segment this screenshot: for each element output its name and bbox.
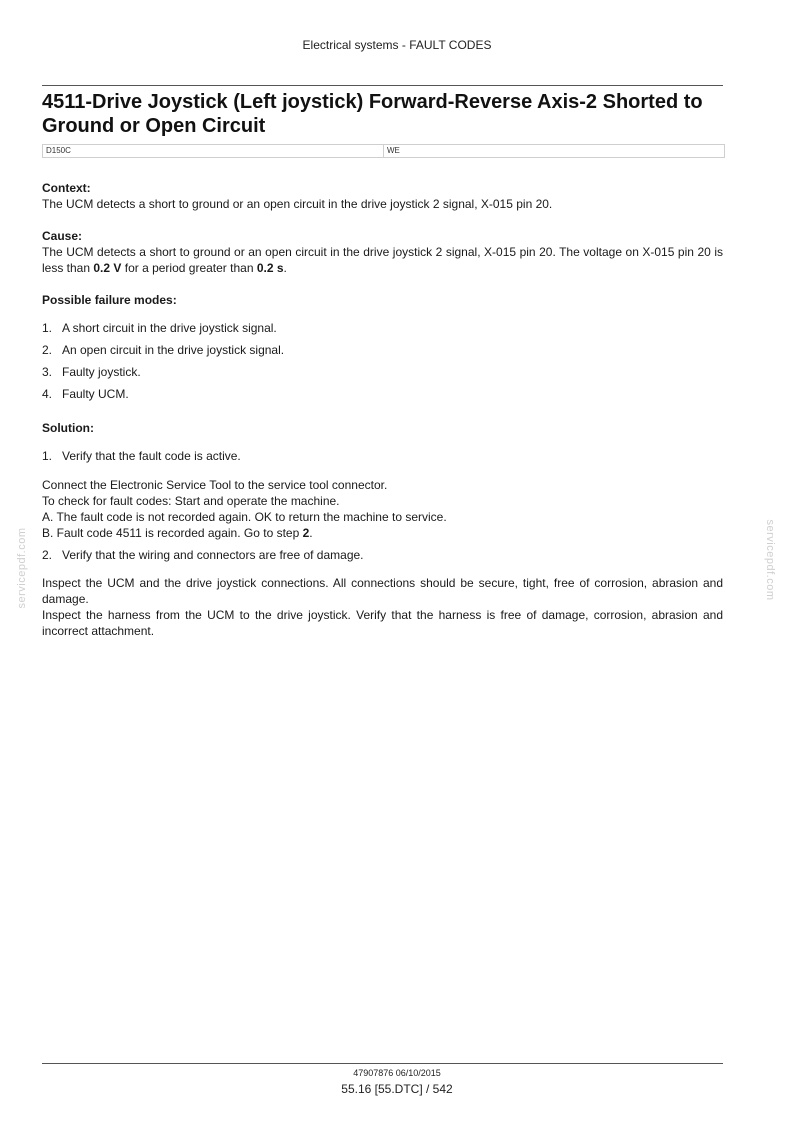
applicability-table bbox=[42, 144, 725, 158]
cause-text bbox=[42, 244, 723, 276]
solution-step-1 bbox=[42, 448, 723, 541]
step-paragraph: Inspect the harness from the UCM to the drive joystick. Verify that the harness is free of damage, corrosion, abrasion and incorrect attachment. bbox=[42, 608, 723, 638]
watermark-right: servicepdf.com bbox=[764, 519, 776, 601]
document-body bbox=[42, 180, 723, 639]
list-number: 2. bbox=[42, 343, 53, 357]
list-item bbox=[42, 386, 723, 402]
watermark-left: servicepdf.com bbox=[16, 527, 28, 609]
failure-modes-section bbox=[42, 292, 723, 402]
region-cell: WE bbox=[383, 145, 724, 157]
step-number: 1. bbox=[42, 449, 53, 463]
cause-time-value: 0.2 s bbox=[256, 261, 284, 275]
footer-rule bbox=[42, 1063, 723, 1064]
step-text: Verify that the wiring and connectors are free of damage. bbox=[62, 548, 364, 562]
step-reference: 2 bbox=[302, 526, 310, 540]
cause-section bbox=[42, 228, 723, 276]
document-id: 47907876 06/10/2015 bbox=[353, 1068, 441, 1078]
cause-label: Cause: bbox=[42, 229, 83, 243]
list-item bbox=[42, 320, 723, 336]
cause-text-part: for a period greater than bbox=[121, 261, 257, 275]
running-header: Electrical systems - FAULT CODES bbox=[302, 38, 492, 52]
solution-step-2 bbox=[42, 547, 723, 639]
step-paragraph: Inspect the UCM and the drive joystick connections. All connections should be secure, tight, free of corrosion, abrasion and damage. bbox=[42, 576, 723, 606]
cause-text-part: The UCM detects a short to ground or an open circuit in the drive joystick 2 signal, X-015 pin 20. The voltage on X-015 pin 20 is less than bbox=[42, 245, 723, 275]
list-item bbox=[42, 342, 723, 358]
cause-text-part: . bbox=[283, 261, 287, 275]
list-number: 3. bbox=[42, 365, 53, 379]
step-option-b bbox=[42, 525, 723, 541]
step-paragraph: To check for fault codes: Start and operate the machine. bbox=[42, 494, 340, 508]
list-item bbox=[42, 364, 723, 380]
failure-modes-label: Possible failure modes: bbox=[42, 293, 177, 307]
option-text: . bbox=[309, 526, 313, 540]
list-text: Faulty joystick. bbox=[62, 365, 141, 379]
step-option-a: A. The fault code is not recorded again. OK to return the machine to service. bbox=[42, 510, 447, 524]
list-number: 4. bbox=[42, 387, 53, 401]
step-heading bbox=[42, 547, 723, 563]
option-text: B. Fault code 4511 is recorded again. Go to step bbox=[42, 526, 303, 540]
model-cell: D150C bbox=[46, 146, 71, 155]
solution-label: Solution: bbox=[42, 421, 94, 435]
context-section bbox=[42, 180, 723, 212]
failure-modes-list bbox=[42, 320, 723, 402]
step-text: Verify that the fault code is active. bbox=[62, 449, 241, 463]
list-text: A short circuit in the drive joystick signal. bbox=[62, 321, 277, 335]
step-number: 2. bbox=[42, 548, 53, 562]
solution-section bbox=[42, 420, 723, 639]
list-number: 1. bbox=[42, 321, 53, 335]
list-text: An open circuit in the drive joystick signal. bbox=[62, 343, 285, 357]
page-title: 4511-Drive Joystick (Left joystick) Forward-Reverse Axis-2 Shorted to Ground or Open Circuit bbox=[42, 91, 703, 137]
step-heading bbox=[42, 448, 723, 464]
step-paragraph: Connect the Electronic Service Tool to the service tool connector. bbox=[42, 478, 388, 492]
list-text: Faulty UCM. bbox=[62, 387, 129, 401]
header-rule bbox=[42, 85, 723, 86]
context-label: Context: bbox=[42, 181, 91, 195]
page-reference: 55.16 [55.DTC] / 542 bbox=[341, 1082, 453, 1096]
cause-voltage-value: 0.2 V bbox=[93, 261, 122, 275]
context-text: The UCM detects a short to ground or an open circuit in the drive joystick 2 signal, X-015 pin 20. bbox=[42, 197, 553, 211]
